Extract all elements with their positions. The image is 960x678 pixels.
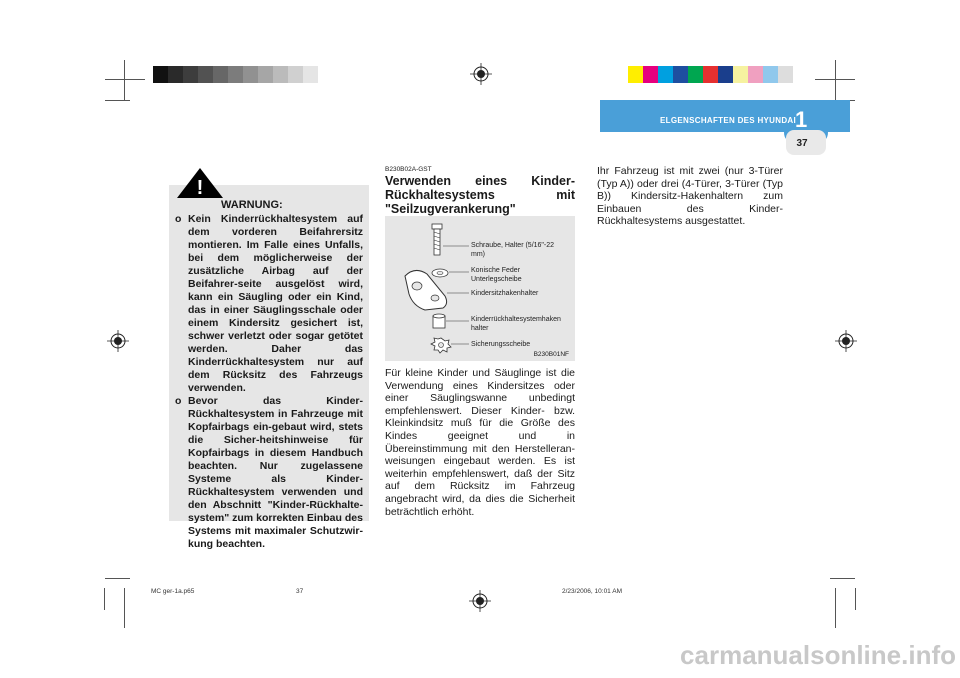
crop-mark xyxy=(105,79,145,80)
color-swatch xyxy=(243,66,258,83)
registration-mark-icon xyxy=(469,590,491,612)
crop-mark xyxy=(830,578,855,579)
figure-label: Schraube, Halter (5/16"-22 mm) xyxy=(471,242,555,258)
section-header-title: ELGENSCHAFTEN DES HYUNDAI xyxy=(660,116,796,125)
figure-label: Konische Feder Unterlegscheibe xyxy=(471,267,522,283)
section-title: Verwenden eines Kinder-Rückhaltesystems mit "Seilzugverankerung" xyxy=(385,174,575,216)
warning-item xyxy=(175,213,363,395)
color-swatch xyxy=(703,66,718,83)
color-swatch xyxy=(688,66,703,83)
color-swatch xyxy=(658,66,673,83)
color-swatch xyxy=(198,66,213,83)
registration-mark-icon xyxy=(835,330,857,352)
page-number: 37 xyxy=(796,138,808,149)
footer-date: 2/23/2006, 10:01 AM xyxy=(562,588,622,595)
bullet: o xyxy=(175,213,182,225)
color-swatch xyxy=(213,66,228,83)
warning-box xyxy=(169,185,369,550)
crop-mark xyxy=(104,588,105,610)
color-swatch xyxy=(748,66,763,83)
color-swatch xyxy=(763,66,778,83)
color-swatch xyxy=(643,66,658,83)
warning-title: WARNUNG: xyxy=(221,199,283,211)
header-band xyxy=(600,100,850,160)
chapter-number: 1 xyxy=(795,107,808,132)
warning-text: Kein Kinderrückhaltesystem auf dem vorderen Beifahrersitz montieren. Im Falle eines Unfalls, bei dem möglicherweise der zusätzliche Airbag auf der Beifahrer-seite ausgelöst wird, kann ein Säugling oder ein Kind, das in einer Säuglingsschale oder einem Kindersitz gesichert ist, schwer verletzt oder sogar getötet werden. Daher das Kinderrückhaltesystem nur auf dem Rücksitz des Fahrzeugs verwenden. xyxy=(188,213,363,394)
figure-label: Sicherungsscheibe xyxy=(471,341,531,348)
color-swatch xyxy=(778,66,793,83)
color-swatch xyxy=(718,66,733,83)
registration-mark-icon xyxy=(470,63,492,85)
process-color-bar xyxy=(628,66,793,83)
crop-mark xyxy=(835,588,836,628)
hardware-figure xyxy=(385,216,575,361)
footer-page: 37 xyxy=(296,588,304,595)
color-swatch xyxy=(153,66,168,83)
registration-mark-icon xyxy=(107,330,129,352)
warning-text: Bevor das Kinder-Rückhaltesystem in Fahrzeuge mit Kopfairbags ein-gebaut wird, stets die Sicher-heitshinweise für Kopfairbags in diesem Handbuch beachten. Nur zugelassene Systeme als Kinder-Rückhaltesystem verwenden und den Abschnitt "Kinder-Rückhalte-system" zum korrekten Einbau des Systems mit maximaler Schutzwir-kung beachten. xyxy=(188,395,363,550)
crop-mark xyxy=(105,578,130,579)
body-paragraph-right: Ihr Fahrzeug ist mit zwei (nur 3-Türer (Typ A)) oder drei (4-Türer, 3-Türer (Typ B)) Kindersitz-Hakenhaltern zum Einbauen des Kinder-Rückhaltesystems ausgestattet. xyxy=(597,165,783,228)
color-swatch xyxy=(258,66,273,83)
color-swatch xyxy=(733,66,748,83)
crop-mark xyxy=(124,60,125,100)
crop-mark xyxy=(835,60,836,100)
figure-code: B230B01NF xyxy=(533,351,569,358)
color-swatch xyxy=(168,66,183,83)
color-swatch xyxy=(303,66,318,83)
footer-filename: MC ger-1a.p65 xyxy=(151,588,195,595)
crop-mark xyxy=(815,79,855,80)
watermark: carmanualsonline.info xyxy=(680,640,956,670)
crop-mark xyxy=(124,588,125,628)
color-swatch xyxy=(673,66,688,83)
warning-item xyxy=(175,395,363,551)
grayscale-color-bar xyxy=(153,66,318,83)
color-swatch xyxy=(273,66,288,83)
crop-mark xyxy=(855,588,856,610)
color-swatch xyxy=(628,66,643,83)
color-swatch xyxy=(288,66,303,83)
section-code: B230B02A-GST xyxy=(385,166,432,173)
color-swatch xyxy=(228,66,243,83)
crop-mark xyxy=(105,100,130,101)
bullet: o xyxy=(175,395,182,407)
exclamation-triangle-icon xyxy=(176,167,224,199)
figure-label: Kindersitzhakenhalter xyxy=(471,290,539,297)
warning-mark: ! xyxy=(196,177,204,199)
color-swatch xyxy=(183,66,198,83)
figure-label: Kinderrückhaltesystemhaken halter xyxy=(471,316,561,332)
body-paragraph-middle: Für kleine Kinder und Säuglinge ist die Verwendung eines Kindersitzes oder einer Säuglingswanne unbedingt empfehlenswert. Dieser Kinder- bzw. Kleinkindsitz muß für die Größe des Kindes geeignet und in Übereinstimmung mit den Herstelleran-weisungen eingebaut werden. Es ist weiterhin empfehlenswert, daß der Sitz auf dem Rücksitz im Fahrzeug angebracht wird, da dies die Sicherheit beträchtlich erhöht. xyxy=(385,367,575,518)
